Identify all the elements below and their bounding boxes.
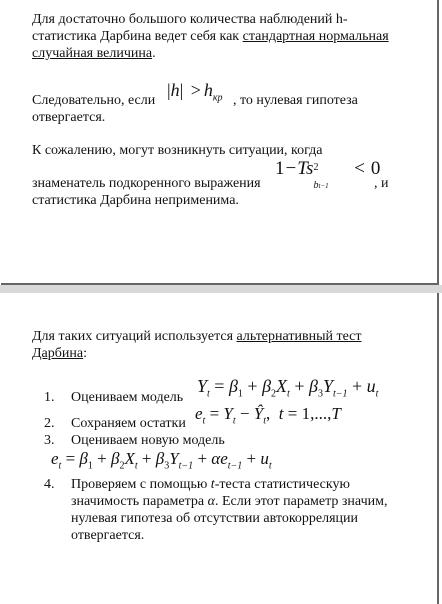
list-number: 2. (44, 416, 55, 431)
paragraph-line (32, 28, 389, 45)
list-item-text: нулевая гипотеза об отсутствии автокорреляции (71, 511, 359, 526)
paragraph-line: Для достаточно большого количества наблюдений h- (32, 12, 348, 27)
hyperlink-alternative-test[interactable]: альтернативный тест (236, 329, 362, 344)
paragraph-text: Следовательно, если (32, 93, 156, 108)
text: α (207, 494, 215, 509)
paragraph-text: , то нулевая гипотеза (233, 93, 358, 108)
text: значимость параметра (71, 494, 208, 509)
equation-residuals: $e_t = Y_t$ − $Ŷ_t$, t = 1,...,T (195, 404, 341, 427)
text: t (210, 477, 215, 492)
text: : (83, 346, 87, 361)
slide-gap (0, 285, 442, 293)
paragraph-line (32, 45, 156, 62)
paragraph-line: К сожалению, могут возникнуть ситуации, когда (32, 143, 323, 158)
list-number: 1. (44, 390, 55, 405)
formula-subscript: b (313, 180, 319, 191)
formula-symbol: T (297, 158, 307, 179)
text: -теста статистическую (214, 477, 350, 492)
paragraph-line: знаменатель подкоренного выражения (32, 176, 261, 191)
list-item-text: Оцениваем новую модель (71, 433, 225, 448)
formula-subscript: t−1 (318, 182, 329, 190)
list-item-text: отвергается. (71, 528, 145, 543)
slide-1 (1, 0, 439, 285)
paragraph-line (32, 328, 362, 345)
paragraph-line (32, 345, 87, 362)
formula-symbol: 1 (275, 158, 285, 179)
list-item-text (71, 493, 387, 510)
paragraph-line: статистика Дарбина неприменима. (32, 193, 239, 208)
paragraph-text: , и (374, 176, 389, 191)
formula-symbol: 0 (370, 158, 381, 179)
text: Для таких ситуаций используется (32, 329, 237, 344)
formula-denominator (275, 158, 381, 191)
formula-superscript: 2 (313, 162, 319, 173)
equation-model: $Y_t = \beta_1 + \beta_2X_t + \beta_3Y_{t-1} + u_t$ (197, 376, 379, 400)
formula-symbol: s (306, 158, 314, 179)
formula-subscript: кр (212, 92, 223, 104)
list-number: 4. (44, 477, 55, 492)
formula-symbol: h (203, 80, 213, 100)
formula-symbol: > (190, 80, 201, 100)
formula-condition: $|h| > h_{кр}$ (167, 80, 223, 104)
text: . Если этот параметр значим, (215, 494, 388, 509)
formula-symbol: h (170, 80, 180, 100)
list-number: 3. (44, 433, 55, 448)
formula-symbol: − (285, 158, 297, 179)
paragraph-text: отвергается. (32, 110, 106, 125)
hyperlink-durbin[interactable]: Дарбина (32, 346, 84, 361)
equation-new-model: $e_t = \beta_1 + \beta_2X_t + \beta_3Y_{t-1} + \alpha e_{t-1} + u_t$ (51, 449, 272, 472)
text: Проверяем с помощью (71, 477, 211, 492)
slide-2 (1, 293, 439, 604)
text: статистика Дарбина ведет себя как (32, 29, 243, 44)
hyperlink-standard-normal[interactable]: стандартная нормальная (242, 29, 389, 44)
hyperlink-random-variable[interactable]: случайная величина (32, 46, 153, 61)
list-item-text: Оцениваем модель (71, 390, 184, 405)
text: . (152, 46, 156, 61)
list-item-text: Сохраняем остатки (71, 416, 186, 431)
list-item-text (71, 476, 350, 493)
formula-symbol: < (354, 158, 365, 179)
